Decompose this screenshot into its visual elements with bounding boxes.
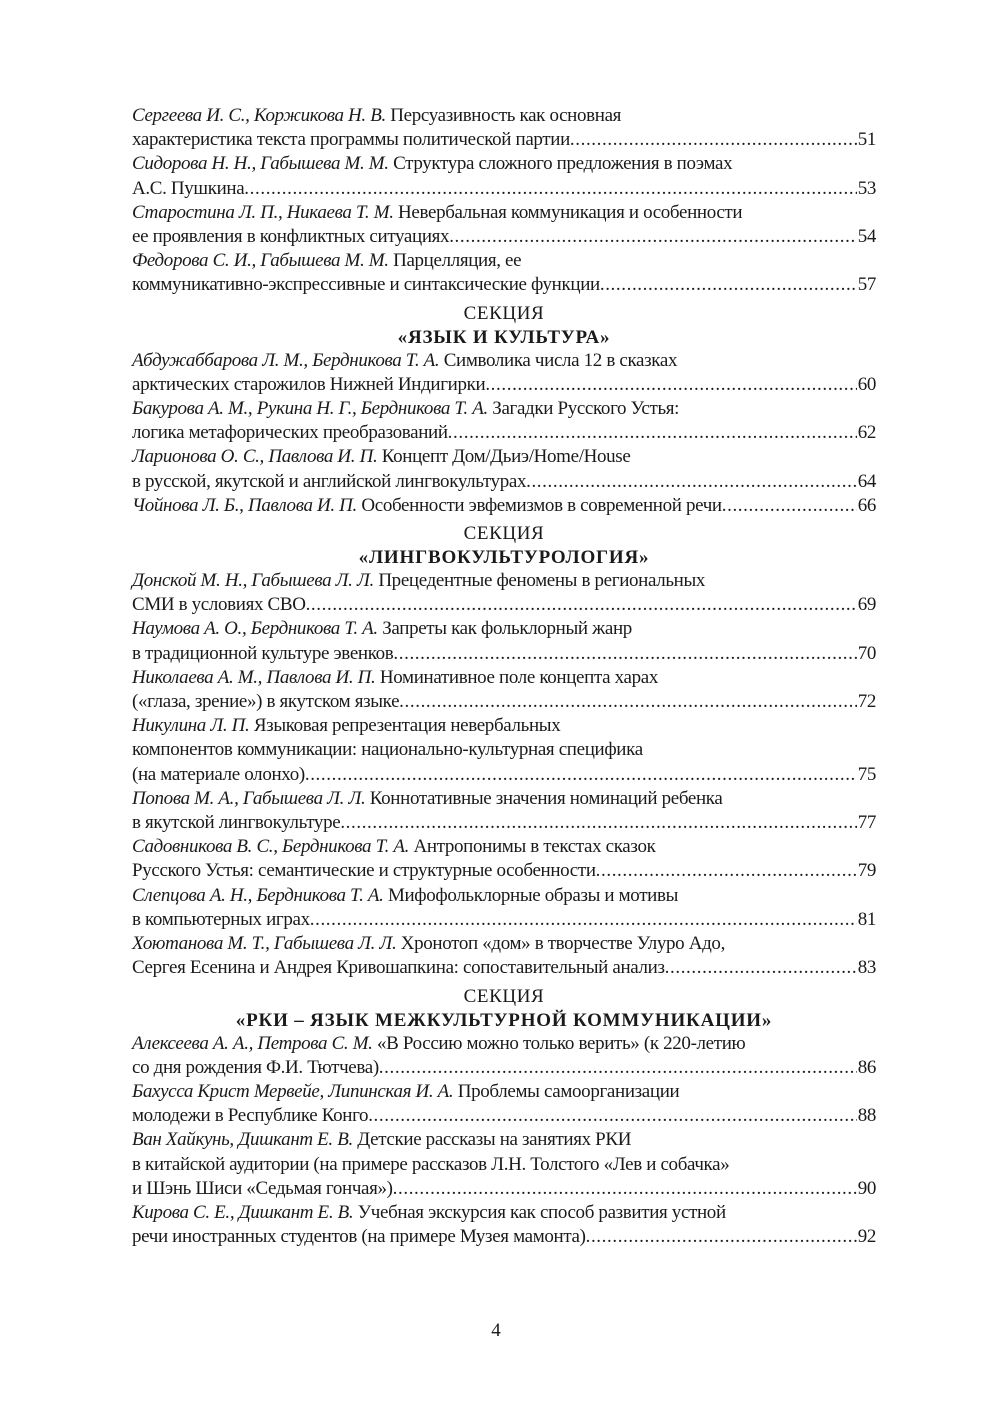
entry-title-text: молодежи в Республике Конго [132,1105,369,1127]
entry-title-line [132,397,876,421]
dot-leader [399,690,857,714]
entry-page-number: 53 [857,177,876,199]
entry-title-text: характеристика текста программы политической партии [132,129,570,151]
dot-leader [485,373,856,397]
entry-page-number: 88 [857,1105,876,1127]
section-heading [132,302,876,349]
entry-title-text: в китайской аудитории (на примере рассказов Л.Н. Толстого «Лев и собачка» [132,1153,730,1175]
entry-title-end [132,593,306,617]
entry-title-text: коммуникативно-экспрессивные и синтаксические функции [132,274,600,296]
entry-title-end [132,1056,379,1080]
entry-title-end [132,859,596,883]
entry-authors: Бахусса Крист Мервейе, Липинская И. А. [132,1080,454,1102]
toc-entry [132,835,876,883]
entry-title-text: со дня рождения Ф.И. Тютчева) [132,1056,379,1078]
dot-leader [722,494,857,518]
entry-title-text: Загадки Русского Устья: [492,398,680,420]
entry-title-text: А.С. Пушкина [132,177,245,199]
entry-title-line [132,152,876,176]
entry-page-number: 57 [857,274,876,296]
entry-authors: Садовникова В. С., Бердникова Т. А. [132,836,410,858]
entry-title-text: ее проявления в конфликтных ситуациях [132,226,450,248]
toc-entry [132,397,876,445]
entry-page-number: 77 [857,812,876,834]
entry-title-text: компонентов коммуникации: национально-культурная специфика [132,739,643,761]
section-heading [132,522,876,569]
entry-title-text: Персуазивность как основная [390,105,622,126]
toc-entry [132,1080,876,1128]
entry-page-number: 70 [857,642,876,664]
entry-title-text: Сергея Есенина и Андрея Кривошапкина: сопоставительный анализ [132,957,665,979]
entry-title-line [132,835,876,859]
toc-entry [132,249,876,297]
entry-title-line [132,1153,876,1177]
entry-title-line [132,349,876,373]
entry-page-number: 92 [857,1226,876,1248]
entry-title-text: «В Россию можно только верить» (к 220-летию [377,1032,746,1054]
dot-leader [379,1056,857,1080]
entry-title-end [132,373,485,397]
entry-title-line [132,1201,876,1225]
entry-title-line [132,787,876,811]
entry-title-text: в якутской лингвокультуре [132,812,341,834]
entry-page-number: 69 [857,594,876,616]
dot-leader [448,421,857,445]
entry-title-text: арктических старожилов Нижней Индигирки [132,373,486,395]
entry-title-end [132,225,449,249]
entry-title-text: Языковая репрезентация невербальных [253,715,561,737]
entry-title-end [132,908,310,932]
entry-authors: Слепцова А. Н., Бердникова Т. А. [132,884,384,906]
entry-title-end [132,811,340,835]
entry-authors: Федорова С. И., Габышева М. М. [132,250,389,272]
entry-authors: Чойнова Л. Б., Павлова И. П. [132,494,357,516]
entry-last-line [132,225,876,249]
entry-title-line [132,714,876,738]
entry-last-line [132,690,876,714]
entry-title-text: Символика числа 12 в сказках [443,349,678,371]
entry-title-line [132,201,876,225]
entry-page-number: 51 [857,129,876,151]
toc-entry [132,569,876,617]
entry-page-number: 86 [857,1056,876,1078]
entry-title-end [132,1177,393,1201]
toc-entry [132,932,876,980]
entry-page-number: 66 [857,494,876,516]
entry-page-number: 54 [857,226,876,248]
entry-title-text: СМИ в условиях СВО [132,594,306,616]
entry-title-line [132,1032,876,1056]
entry-title-end [132,421,448,445]
toc-entry [132,494,876,518]
toc-entry [132,349,876,397]
entry-authors: Хоютанова М. Т., Габышева Л. Л. [132,933,397,955]
entry-authors: Абдужаббарова Л. М., Бердникова Т. А. [132,349,440,371]
section-label: СЕКЦИЯ [463,985,545,1007]
entry-title-text: логика метафорических преобразований [132,422,448,444]
entry-page-number: 90 [857,1177,876,1199]
entry-page-number: 64 [857,470,876,492]
entry-title-text: в русской, якутской и английской лингвокультурах [132,470,527,492]
entry-authors: Старостина Л. П., Никаева Т. М. [132,201,394,223]
entry-title-line [132,1128,876,1152]
entry-last-line [132,128,876,152]
entry-title-text: Прецедентные феномены в региональных [378,570,706,592]
entry-last-line [132,811,876,835]
entry-title-line [132,1080,876,1104]
dot-leader [596,859,857,883]
entry-page-number: 75 [857,763,876,785]
toc-entry [132,666,876,714]
entry-title-end [132,128,570,152]
entry-last-line [132,908,876,932]
entry-title-text: Невербальная коммуникация и особенности [398,201,743,223]
entry-last-line [132,470,876,494]
entry-title-text: Коннотативные значения номинаций ребенка [369,787,723,809]
entry-authors: Сергеева И. С., Коржикова Н. В. [132,105,386,126]
entry-page-number: 62 [857,422,876,444]
entry-title-end [132,470,526,494]
entry-authors: Алексеева А. А., Петрова С. М. [132,1032,373,1054]
entry-authors: Никулина Л. П. [132,715,250,737]
entry-last-line [132,421,876,445]
toc-entry [132,1128,876,1201]
entry-page-number: 83 [857,957,876,979]
entry-title-text: Проблемы самоорганизации [457,1080,680,1102]
entry-title-end [132,1104,368,1128]
section-heading [132,985,876,1032]
entry-title-text: Мифофольклорные образы и мотивы [387,884,679,906]
entry-authors: Попова М. А., Габышева Л. Л. [132,787,366,809]
dot-leader [393,1177,857,1201]
entry-title-text: в традиционной культуре эвенков [132,642,394,664]
section-title: «ЛИНГВОКУЛЬТУРОЛОГИЯ» [358,547,650,569]
toc-entry [132,1032,876,1080]
entry-title-text: Структура сложного предложения в поэмах [393,153,733,175]
entry-last-line [132,642,876,666]
entry-page-number: 72 [857,691,876,713]
dot-leader [368,1104,856,1128]
toc-entry [132,104,876,152]
table-of-contents [132,104,876,1249]
entry-title-text: Антропонимы в текстах сказок [413,836,656,858]
entry-title-end [132,690,399,714]
entry-last-line [132,956,876,980]
entry-title-line [132,617,876,641]
dot-leader [449,225,856,249]
entry-last-line [132,177,876,201]
entry-last-line [132,494,876,518]
entry-title-end [132,763,305,787]
entry-title-end [132,494,722,518]
entry-last-line [132,763,876,787]
entry-title-end [132,956,665,980]
entry-last-line [132,373,876,397]
toc-entry [132,445,876,493]
entry-title-text: Парцелляция, ее [393,250,522,272]
entry-title-text: Запреты как фольклорный жанр [382,618,632,640]
toc-entry [132,884,876,932]
dot-leader [393,642,856,666]
entry-last-line [132,593,876,617]
entry-title-text: («глаза, зрение») в якутском языке [132,691,400,713]
page-number: 4 [491,1320,501,1341]
entry-title-text: речи иностранных студентов (на примере Музея мамонта) [132,1226,586,1248]
entry-title-end [132,177,244,201]
entry-title-line [132,249,876,273]
entry-title-text: (на материале олонхо) [132,763,305,785]
entry-last-line [132,1104,876,1128]
entry-title-line [132,104,876,128]
section-title: «РКИ – ЯЗЫК МЕЖКУЛЬТУРНОЙ КОММУНИКАЦИИ» [235,1009,773,1031]
entry-title-text: Концепт Дом/Дьиэ/Home/House [381,446,631,468]
entry-title-text: Хронотоп «дом» в творчестве Улуро Адо, [400,933,725,955]
entry-last-line [132,273,876,297]
entry-authors: Кирова С. Е., Дишкант Е. В. [132,1201,354,1223]
dot-leader [526,470,857,494]
entry-authors: Наумова А. О., Бердникова Т. А. [132,618,378,640]
entry-page-number: 79 [857,860,876,882]
dot-leader [600,273,857,297]
entry-authors: Сидорова Н. Н., Габышева М. М. [132,153,389,175]
toc-entry [132,152,876,200]
section-label: СЕКЦИЯ [463,302,545,324]
entry-authors: Николаева А. М., Павлова И. П. [132,666,376,688]
entry-authors: Донской М. Н., Габышева Л. Л. [132,570,374,592]
entry-title-text: Номинативное поле концепта харах [379,666,658,688]
dot-leader [665,956,857,980]
entry-title-line [132,666,876,690]
dot-leader [244,177,856,201]
section-label: СЕКЦИЯ [463,523,545,545]
entry-last-line [132,1225,876,1249]
toc-entry [132,787,876,835]
entry-title-line [132,445,876,469]
entry-last-line [132,859,876,883]
toc-entry [132,201,876,249]
entry-page-number: 81 [857,908,876,930]
entry-authors: Ларионова О. С., Павлова И. П. [132,446,378,468]
dot-leader [305,763,857,787]
section-title: «ЯЗЫК И КУЛЬТУРА» [397,326,611,348]
dot-leader [570,128,857,152]
entry-title-line [132,569,876,593]
toc-entry [132,714,876,787]
toc-entry [132,1201,876,1249]
entry-page-number: 60 [857,373,876,395]
entry-title-line [132,884,876,908]
entry-authors: Ван Хайкунь, Дишкант Е. В. [132,1129,353,1151]
entry-title-end [132,273,600,297]
dot-leader [310,908,857,932]
entry-title-end [132,1225,586,1249]
entry-last-line [132,1177,876,1201]
entry-title-text: в компьютерных играх [132,908,310,930]
entry-title-line [132,738,876,762]
dot-leader [340,811,856,835]
entry-title-text: Учебная экскурсия как способ развития устной [357,1201,726,1223]
entry-title-text: Особенности эвфемизмов в современной речи [361,494,722,516]
entry-title-text: и Шэнь Шиси «Седьмая гончая») [132,1177,393,1199]
entry-last-line [132,1056,876,1080]
toc-entry [132,617,876,665]
entry-title-line [132,932,876,956]
entry-title-text: Русского Устья: семантические и структурные особенности [132,860,596,882]
entry-authors: Бакурова А. М., Рукина Н. Г., Бердникова Т. А. [132,398,488,420]
entry-title-end [132,642,393,666]
dot-leader [586,1225,857,1249]
dot-leader [306,593,857,617]
entry-title-text: Детские рассказы на занятиях РКИ [357,1129,632,1151]
